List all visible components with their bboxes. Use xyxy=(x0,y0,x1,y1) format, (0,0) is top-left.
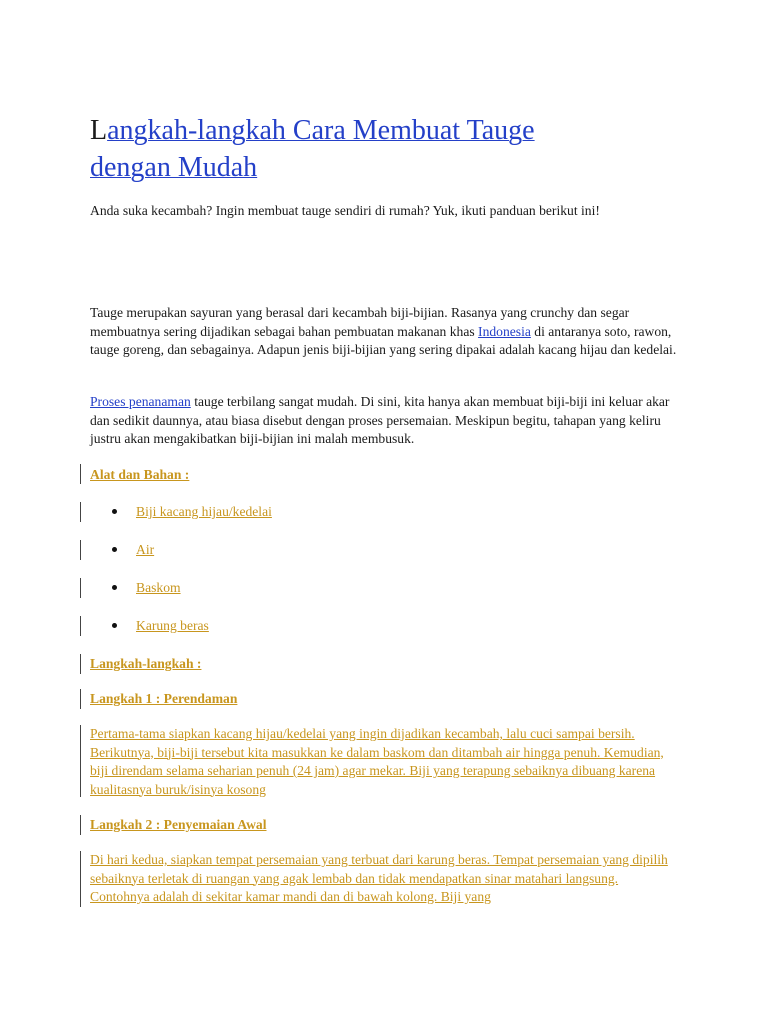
block-bar xyxy=(80,815,81,835)
tool-link[interactable]: Karung beras xyxy=(136,618,209,633)
title-link-line1: angkah-langkah Cara Membuat Tauge xyxy=(107,115,535,146)
step2-paragraph xyxy=(90,851,680,907)
tools-heading xyxy=(90,466,189,484)
step1-heading-link[interactable]: Langkah 1 : Perendaman xyxy=(90,691,238,706)
indonesia-link[interactable]: Indonesia xyxy=(478,323,531,339)
step1-heading xyxy=(90,690,237,708)
paragraph-2-text: tauge terbilang sangat mudah. Di sini, kita hanya akan membuat biji-biji ini keluar akar dan sedikit daunnya, atau biasa disebut dengan proses persemaian. Meskipun begitu, tahapan yang keliru justru akan mengakibatkan biji-bijian ini malah membusuk. xyxy=(90,394,670,446)
block-bar xyxy=(80,654,81,674)
block-bar xyxy=(80,851,81,907)
list-item xyxy=(136,503,272,521)
tool-link[interactable]: Air xyxy=(136,542,155,557)
steps-heading xyxy=(90,655,201,673)
paragraph-2 xyxy=(90,393,690,449)
block-bar xyxy=(80,725,81,797)
tool-link[interactable]: Biji kacang hijau/kedelai xyxy=(136,504,272,519)
block-bar xyxy=(80,578,81,598)
block-bar xyxy=(80,464,81,484)
block-bar xyxy=(80,689,81,709)
proses-penanaman-link[interactable]: Proses penanaman xyxy=(90,394,191,409)
block-bar xyxy=(80,616,81,636)
block-bar xyxy=(80,502,81,522)
list-item xyxy=(136,617,209,635)
tool-link[interactable]: Baskom xyxy=(136,580,181,595)
title-link[interactable] xyxy=(90,115,535,183)
tools-heading-link[interactable]: Alat dan Bahan : xyxy=(90,467,190,482)
title-first-letter: L xyxy=(90,115,108,146)
list-item xyxy=(136,541,154,559)
paragraph-1 xyxy=(90,304,690,360)
bullet-icon xyxy=(112,585,117,590)
bullet-icon xyxy=(112,509,117,514)
bullet-icon xyxy=(112,547,117,552)
intro-paragraph: Anda suka kecambah? Ingin membuat tauge sendiri di rumah? Yuk, ikuti panduan berikut ini! xyxy=(90,203,600,218)
title-link-line2: dengan Mudah xyxy=(90,152,258,183)
step2-heading xyxy=(90,816,267,834)
block-bar xyxy=(80,540,81,560)
step2-text-link[interactable]: Di hari kedua, siapkan tempat persemaian yang terbuat dari karung beras. Tempat persemaian yang dipilih sebaiknya terletak di ruangan yang agak lembab dan tidak mendapatkan sinar matahari langsung. Contohnya adalah di sekitar kamar mandi dan di bawah kolong. Biji yang xyxy=(90,852,668,904)
steps-heading-link[interactable]: Langkah-langkah : xyxy=(90,656,202,671)
paragraph-1-text-a: Tauge merupakan sayuran yang berasal dari kecambah biji-bijian. Rasanya yang crunchy dan segar membuatnya sering dijadikan sebagai bahan pembuatan makanan khas xyxy=(90,305,630,339)
step2-heading-link[interactable]: Langkah 2 : Penyemaian Awal xyxy=(90,817,267,832)
step1-text-link[interactable]: Pertama-tama siapkan kacang hijau/kedelai yang ingin dijadikan kecambah, lalu cuci sampai bersih. Berikutnya, biji-biji tersebut kita masukkan ke dalam baskom dan ditambah air hingga penuh. Kemudian, biji direndam selama seharian penuh (24 jam) agar mekar. Biji yang terapung sebaiknya dibuang karena kualitasnya buruk/isinya kosong xyxy=(90,726,664,797)
article-title xyxy=(90,112,690,186)
bullet-icon xyxy=(112,623,117,628)
step1-paragraph xyxy=(90,725,680,799)
paragraph-1-text-b: di antaranya soto, rawon, tauge goreng, dan sebagainya. Adapun jenis biji-bijian yang sering dipakai adalah kacang hijau dan kedelai. xyxy=(90,323,677,357)
list-item xyxy=(136,579,181,597)
